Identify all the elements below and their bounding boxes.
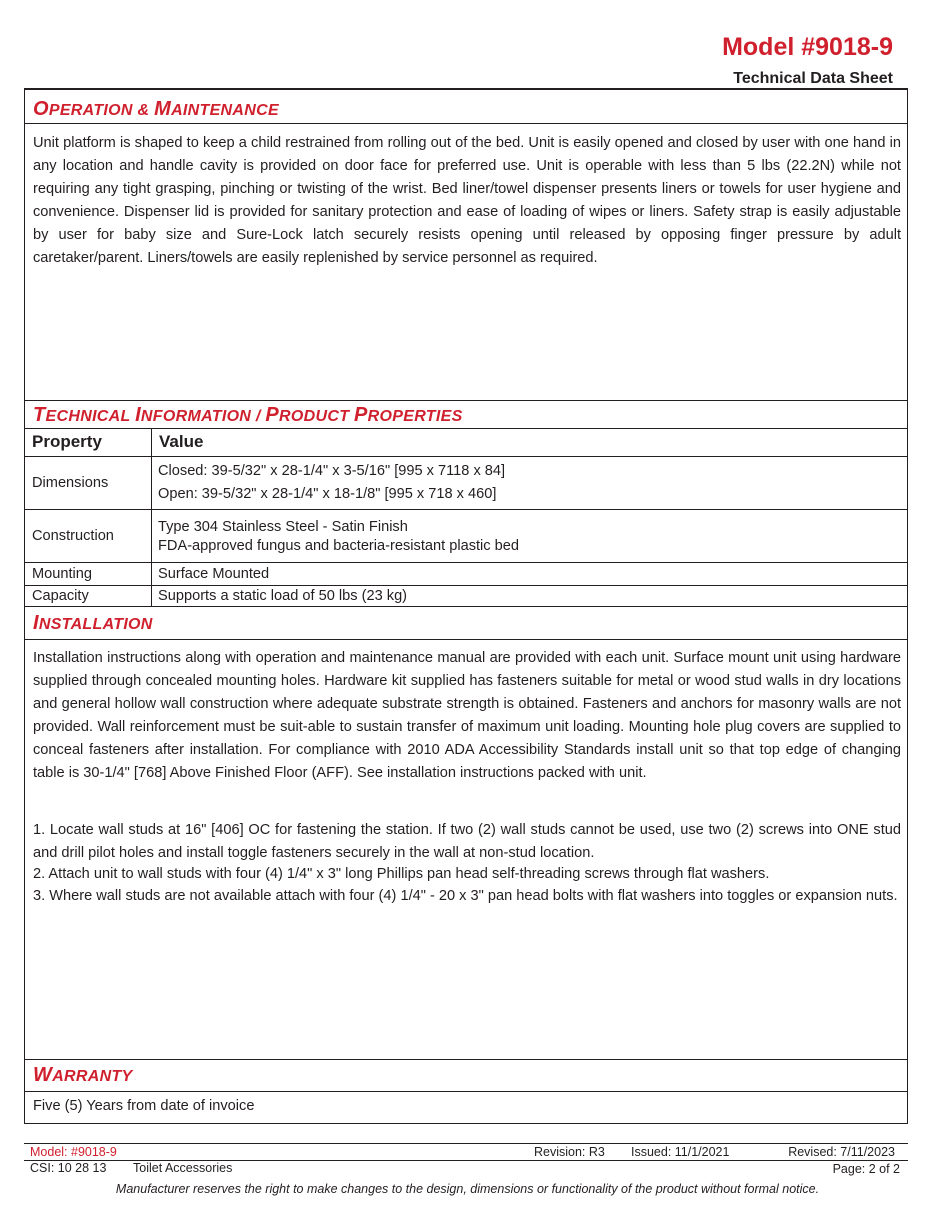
footer-model: Model: #9018-9 [30,1145,117,1159]
footer-revised: Revised: 7/11/2023 [788,1145,895,1159]
table-row-construction-property: Construction [32,528,114,544]
table-row-capacity-property: Capacity [32,588,89,604]
footer-category: Toilet Accessories [133,1161,233,1175]
document-type: Technical Data Sheet [733,70,893,87]
table-row-mounting-value: Surface Mounted [158,566,270,582]
footer-issued: Issued: 11/1/2021 [631,1145,730,1159]
table-row-construction-value-2: FDA-approved fungus and bacteria-resistant plastic bed [158,538,519,554]
table-header-property: Property [32,432,102,451]
warranty-text: Five (5) Years from date of invoice [33,1098,255,1114]
operation-heading: OPERATION & MAINTENANCE [33,98,279,120]
footer-revision: Revision: R3 [534,1145,605,1159]
installation-step-1: 1. Locate wall studs at 16" [406] OC for fastening the station. If two (2) wall studs cannot be used, use two (2) screws into ONE stud and drill pilot holes and install toggle fasteners securely in the wall at non-stud location. [33,822,901,861]
installation-step-3: 3. Where wall studs are not available attach with four (4) 1/4" - 20 x 3" pan head bolts with flat washers into toggles or expansion nuts. [33,888,898,904]
table-header-value: Value [159,432,204,451]
table-row-construction-value-1: Type 304 Stainless Steel - Satin Finish [158,519,408,535]
warranty-heading: WARRANTY [33,1064,133,1086]
footer-csi: CSI: 10 28 13 [30,1161,107,1175]
table-row-dimensions-value-1: Closed: 39-5/32" x 28-1/4" x 3-5/16" [995 x 7118 x 84] [158,463,506,479]
installation-intro: Installation instructions along with operation and maintenance manual are provided with each unit. Surface mount unit using hardware supplied through concealed mounting holes. Hardware kit supplied has fasteners suitable for metal or wood stud walls in dry locations and general hollow wall construction where adequate substrate strength is obtained. Fasteners and anchors for masonry walls are not provided. Wall reinforcement must be suit-able to sustain transfer of maximum unit loading. Mounting hole plug covers are supplied to conceal fasteners after installation. For compliance with 2010 ADA Accessibility Standards install unit so that top edge of changing table is 30-1/4" [768] Above Finished Floor (AFF). See installation instructions packed with unit. [33,650,901,781]
footer-disclaimer: Manufacturer reserves the right to make changes to the design, dimensions or functionality of the product without formal notice. [115,1182,820,1196]
table-row-dimensions-property: Dimensions [32,475,109,491]
table-row-mounting-property: Mounting [32,566,93,582]
table-row-capacity-value: Supports a static load of 50 lbs (23 kg) [158,588,408,604]
table-row-dimensions-value-2: Open: 39-5/32" x 28-1/4" x 18-1/8" [995 x 718 x 460] [158,486,497,502]
content-frame [24,88,908,1124]
operation-text: Unit platform is shaped to keep a child restrained from rolling out of the bed. Unit is easily opened and closed by user with one hand in any location and handle cavity is provided on door face for preferred use. Unit is operable with less than 5 lbs (22.2N) while not requiring any tight grasping, pinching or twisting of the wrist. Bed liner/towel dispenser presents liners or towels for user hygiene and convenience. Dispenser lid is provided for sanitary protection and ease of loading of wipes or liners. Safety strap is easily adjustable by user for baby size and Sure-Lock latch securely resists opening until released by opposing finger pressure by adult caretaker/parent. Liners/towels are easily replenished by service personnel as required. [33,135,901,266]
footer-page: Page: 2 of 2 [832,1162,900,1176]
technical-heading: TECHNICAL INFORMATION / PRODUCT PROPERTIES [33,404,463,426]
installation-step-2: 2. Attach unit to wall studs with four (4) 1/4" x 3" long Phillips pan head self-threading screws through flat washers. [33,866,770,882]
model-title: Model #9018-9 [722,33,893,61]
installation-heading: INSTALLATION [33,612,153,634]
